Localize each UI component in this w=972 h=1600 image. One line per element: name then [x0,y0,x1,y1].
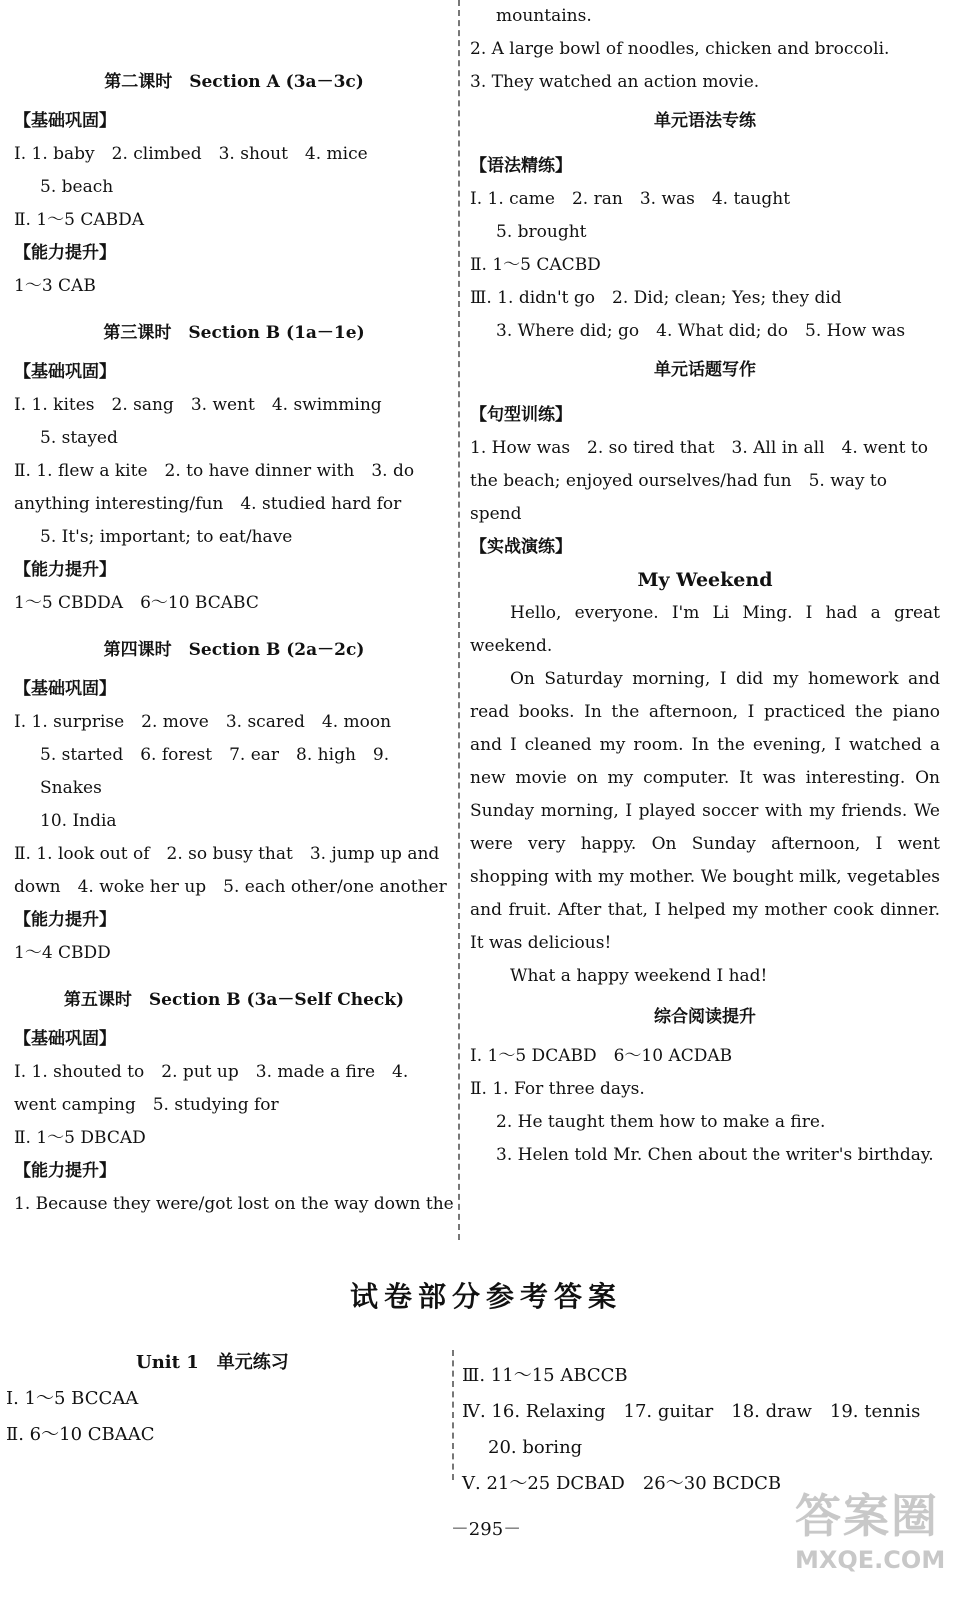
lesson4-line: Ⅰ. 1. surprise 2. move 3. scared 4. moon [14,712,392,732]
lesson3-line: 1～5 CBDDA 6～10 BCABC [14,593,259,613]
lesson3-line: 5. It's; important; to eat/have [40,527,293,547]
grammar-line: Ⅲ. 1. didn't go 2. Did; clean; Yes; they did [470,288,842,308]
lesson3-jichu-label: 【基础巩固】 [14,362,116,382]
lesson2-line: 1～3 CAB [14,276,96,296]
reading-line: Ⅱ. 1. For three days. [470,1079,645,1099]
unit1-line: Ⅴ. 21～25 DCBAD 26～30 BCDCB [462,1473,782,1494]
lesson5-line: Ⅰ. 1. shouted to 2. put up 3. made a fire 4. went camping 5. studying for [14,1062,409,1115]
grammar-line: Ⅰ. 1. came 2. ran 3. was 4. taught [470,189,791,209]
writing-label-sentences: 【句型训练】 [470,405,572,425]
unit1-line: 20. boring [488,1437,583,1458]
lesson5-line: 1. Because they were/got lost on the way down the [14,1194,454,1214]
lesson3-line: Ⅰ. 1. kites 2. sang 3. went 4. swimming [14,395,382,415]
lesson5-jichu-label: 【基础巩固】 [14,1029,116,1049]
essay-paragraph: Hello, everyone. I'm Li Ming. I had a great weekend. [470,603,940,656]
lesson3-heading: 第三课时 Section B (1a－1e) [103,323,365,343]
reading-line: 3. Helen told Mr. Chen about the writer's birthday. [496,1145,934,1165]
watermark-logo [795,1480,955,1590]
grammar-line: 3. Where did; go 4. What did; do 5. How was [496,321,906,341]
lesson2-nengli-label: 【能力提升】 [14,243,116,263]
right-column [470,0,940,1172]
lesson4-nengli-label: 【能力提升】 [14,910,116,930]
continued-line: 3. They watched an action movie. [470,72,760,92]
writing-label-practice: 【实战演练】 [470,537,572,557]
lesson4-jichu-label: 【基础巩固】 [14,679,116,699]
unit1-line: Ⅳ. 16. Relaxing 17. guitar 18. draw 19. tennis [462,1401,921,1422]
lesson4-line: Ⅱ. 1. look out of 2. so busy that 3. jump up and down 4. woke her up 5. each other/one another [14,844,447,897]
lesson2-line: 5. beach [40,177,114,197]
unit1-line: Ⅱ. 6～10 CBAAC [6,1424,155,1445]
lesson5-nengli-label: 【能力提升】 [14,1161,116,1181]
essay-title: My Weekend [637,569,773,591]
reading-line: 2. He taught them how to make a fire. [496,1112,826,1132]
watermark-url: MXQE.COM [795,1546,946,1574]
lesson2-line: Ⅰ. 1. baby 2. climbed 3. shout 4. mice [14,144,368,164]
essay-paragraph: What a happy weekend I had! [510,966,768,986]
unit1-line: Ⅰ. 1～5 BCCAA [6,1388,139,1409]
grammar-heading: 单元语法专练 [654,111,756,131]
reading-line: Ⅰ. 1～5 DCABD 6～10 ACDAB [470,1046,733,1066]
essay-paragraph: On Saturday morning, I did my homework and read books. In the afternoon, I practiced the piano and I cleaned my room. In the evening, I watched a new movie on my computer. It was interesting. On Sunday morning, I played soccer with my friends. We were very happy. On Sunday afternoon, I went shopping with my mother. We bought milk, vegetables and fruit. After that, I helped my mother cook dinner. It was delicious! [470,669,940,953]
lesson3-line: Ⅱ. 1. flew a kite 2. to have dinner with 3. do anything interesting/fun 4. studied hard for [14,461,415,514]
grammar-line: Ⅱ. 1～5 CACBD [470,255,601,275]
left-column [14,0,454,1221]
unit1-left [6,1345,446,1453]
column-divider [458,0,460,1240]
lesson4-line: 10. India [40,811,117,831]
lesson3-line: 5. stayed [40,428,118,448]
continued-line: mountains. [496,6,592,26]
essay-body [470,597,940,993]
grammar-label: 【语法精练】 [470,156,572,176]
lesson3-nengli-label: 【能力提升】 [14,560,116,580]
lesson4-heading: 第四课时 Section B (2a－2c) [103,640,365,660]
grammar-line: 5. brought [496,222,587,242]
lesson5-heading: 第五课时 Section B (3a－Self Check) [63,990,405,1010]
unit1-line: Ⅲ. 11～15 ABCCB [462,1365,628,1386]
page-number: －295－ [450,1519,522,1540]
watermark-logo-text: 答案圈 [795,1489,939,1543]
lesson2-jichu-label: 【基础巩固】 [14,111,116,131]
lesson4-line: 1～4 CBDD [14,943,111,963]
exam-answers-title: 试卷部分参考答案 [349,1280,622,1313]
continued-line: 2. A large bowl of noodles, chicken and broccoli. [470,39,890,59]
writing-line: 1. How was 2. so tired that 3. All in all 4. went to the beach; enjoyed ourselves/had fun 5. way to spend [470,438,928,524]
reading-heading: 综合阅读提升 [654,1007,756,1027]
lesson5-line: Ⅱ. 1～5 DBCAD [14,1128,146,1148]
lesson2-line: Ⅱ. 1～5 CABDA [14,210,145,230]
unit1-heading: Unit 1 单元练习 [136,1352,289,1373]
column-divider-bottom [452,1350,454,1480]
lesson4-line: 5. started 6. forest 7. ear 8. high 9. Snakes [40,745,390,798]
lesson2-heading: 第二课时 Section A (3a－3c) [104,72,364,92]
writing-heading: 单元话题写作 [654,360,756,380]
